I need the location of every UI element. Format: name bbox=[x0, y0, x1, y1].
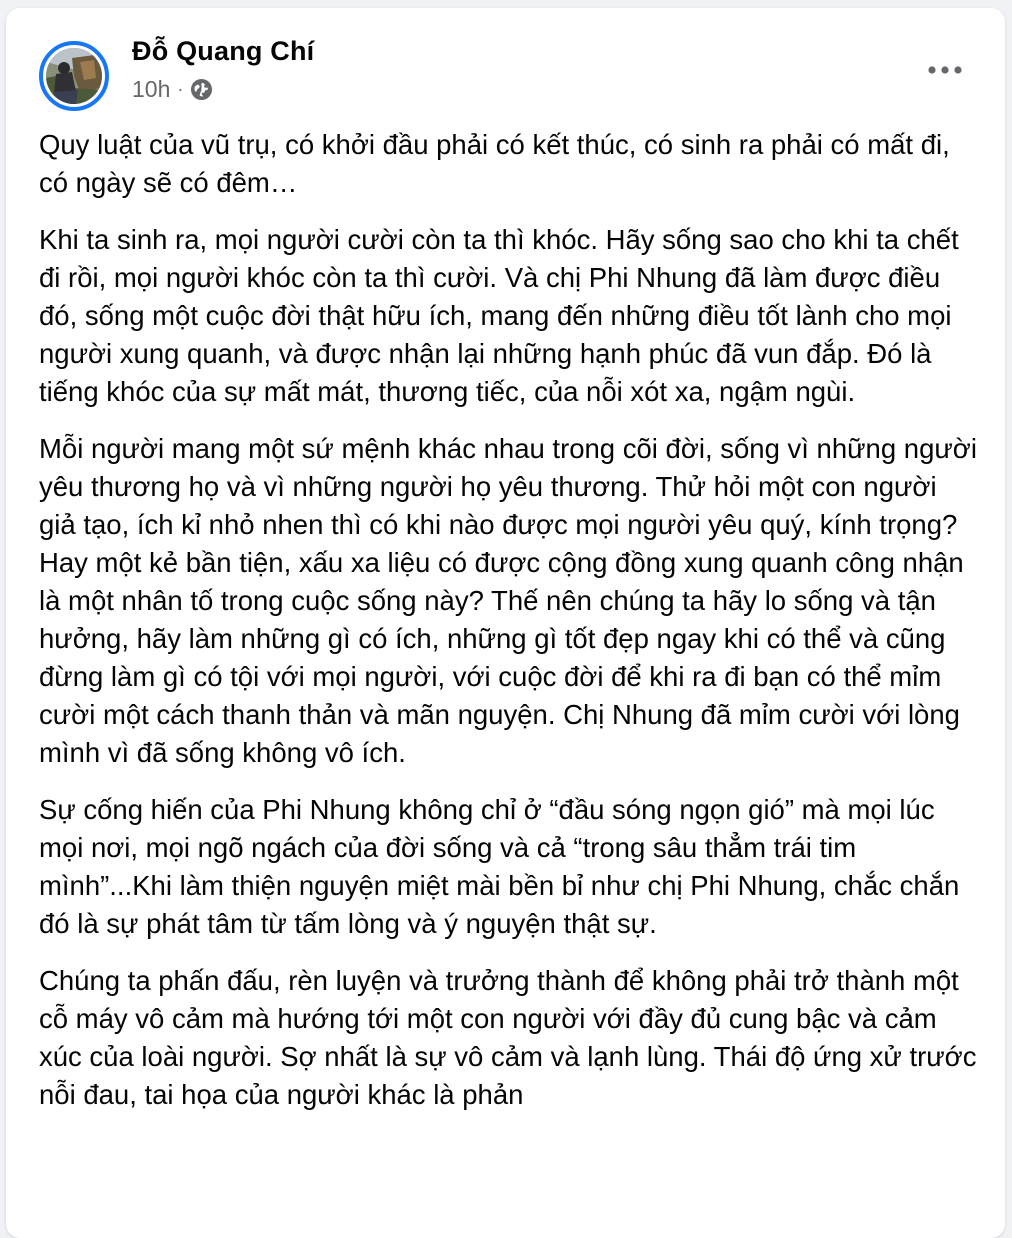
more-options-icon[interactable] bbox=[925, 56, 965, 84]
post-header bbox=[6, 8, 1005, 118]
profile-photo bbox=[46, 48, 102, 104]
post-paragraph: Quy luật của vũ trụ, có khởi đầu phải có kết thúc, có sinh ra phải có mất đi, có ngày sẽ có đêm… bbox=[39, 129, 950, 198]
post-paragraph: Khi ta sinh ra, mọi người cười còn ta thì khóc. Hãy sống sao cho khi ta chết đi rồi, mọi người khóc còn ta thì cười. Và chị Phi Nhung đã làm được điều đó, sống một cuộc đời thật hữu ích, mang đến những điều tốt lành cho mọi người xung quanh, và được nhận lại những hạnh phúc đã vun đắp. Đó là tiếng khóc của sự mất mát, thương tiếc, của nỗi xót xa, ngậm ngùi. bbox=[39, 224, 959, 407]
post-paragraph: Sự cống hiến của Phi Nhung không chỉ ở “đầu sóng ngọn gió” mà mọi lúc mọi nơi, mọi ngõ ngách của đời sống và cả “trong sâu thẳm trái tim mình”...Khi làm thiện nguyện miệt mài bền bỉ như chị Phi Nhung, chắc chắn đó là sự phát tâm từ tấm lòng và ý nguyện thật sự. bbox=[39, 794, 960, 939]
post-paragraph: Chúng ta phấn đấu, rèn luyện và trưởng thành để không phải trở thành một cỗ máy vô cảm mà hướng tới một con người với đầy đủ cung bậc và cảm xúc của loài người. Sợ nhất là sự vô cảm và lạnh lùng. Thái độ ứng xử trước nỗi đau, tai họa của người khác là phản bbox=[39, 965, 977, 1110]
post-meta bbox=[132, 76, 213, 103]
avatar[interactable] bbox=[39, 41, 109, 111]
post-body bbox=[39, 126, 979, 1133]
globe-icon[interactable] bbox=[190, 78, 213, 101]
post-card bbox=[6, 8, 1005, 1238]
post-paragraph: Mỗi người mang một sứ mệnh khác nhau trong cõi đời, sống vì những người yêu thương họ và vì những người họ yêu thương. Thử hỏi một con người giả tạo, ích kỉ nhỏ nhen thì có khi nào được mọi người yêu quý, kính trọng? Hay một kẻ bần tiện, xấu xa liệu có được cộng đồng xung quanh công nhận là một nhân tố trong cuộc sống này? Thế nên chúng ta hãy lo sống và tận hưởng, hãy làm những gì có ích, những gì tốt đẹp ngay khi có thể và cũng đừng làm gì có tội với mọi người, với cuộc đời để khi ra đi bạn có thể mỉm cười một cách thanh thản và mãn nguyện. Chị Nhung đã mỉm cười với lòng mình vì đã sống không vô ích. bbox=[39, 433, 977, 768]
meta-separator: · bbox=[177, 79, 184, 99]
author-name[interactable]: Đỗ Quang Chí bbox=[132, 36, 315, 66]
post-time[interactable]: 10h bbox=[132, 76, 171, 102]
